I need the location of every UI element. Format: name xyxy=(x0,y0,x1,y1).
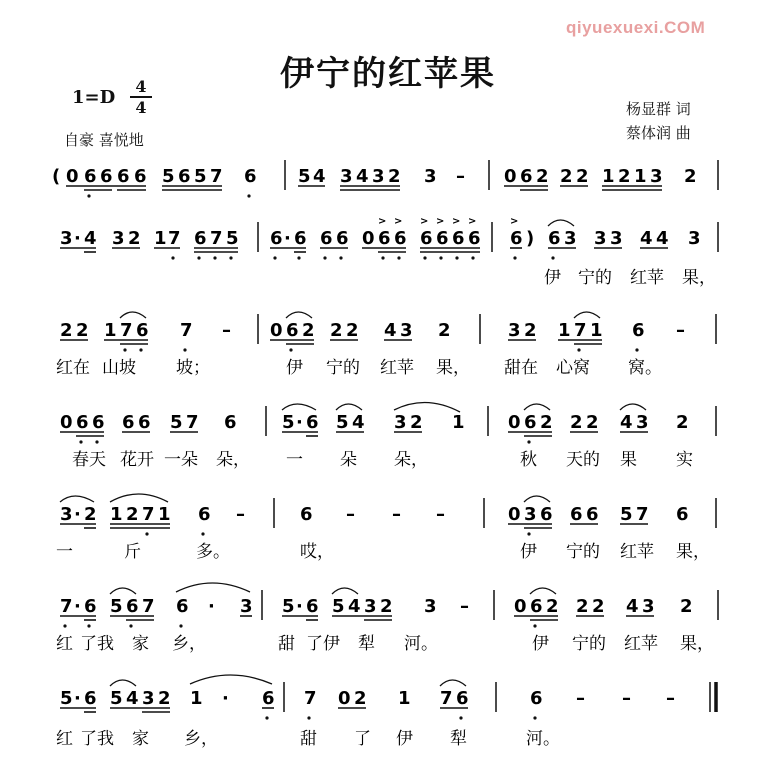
svg-text:–: – xyxy=(460,596,469,617)
svg-text:1: 1 xyxy=(154,228,167,249)
svg-text:6: 6 xyxy=(540,504,553,525)
svg-text:·: · xyxy=(74,504,81,525)
svg-text:7: 7 xyxy=(168,228,181,249)
svg-text:多。: 多。 xyxy=(196,542,230,562)
svg-text:6: 6 xyxy=(420,228,433,249)
svg-text:6: 6 xyxy=(270,228,283,249)
svg-text:6: 6 xyxy=(394,228,407,249)
svg-text:2: 2 xyxy=(676,412,689,433)
svg-text:3: 3 xyxy=(650,166,663,187)
svg-text:果，: 果， xyxy=(676,542,710,562)
svg-text:宁的: 宁的 xyxy=(326,358,360,378)
svg-text:1: 1 xyxy=(190,688,203,709)
svg-text:3: 3 xyxy=(394,412,407,433)
svg-text:1: 1 xyxy=(590,320,603,341)
svg-text:–: – xyxy=(676,320,685,341)
svg-text:犁: 犁 xyxy=(450,729,467,749)
svg-text:6: 6 xyxy=(178,166,191,187)
time-signature-bottom: 4 xyxy=(135,98,147,117)
tempo-marking: 自豪 喜悦地 xyxy=(64,131,144,149)
svg-text:5: 5 xyxy=(194,166,207,187)
svg-text:了伊: 了伊 xyxy=(306,634,340,654)
svg-text:6: 6 xyxy=(524,412,537,433)
svg-text:实: 实 xyxy=(676,450,693,470)
svg-text:2: 2 xyxy=(570,412,583,433)
svg-text:了: 了 xyxy=(354,729,371,749)
svg-text:1: 1 xyxy=(104,320,117,341)
svg-text:7: 7 xyxy=(180,320,193,341)
svg-text:宁的: 宁的 xyxy=(578,268,612,288)
svg-text:4: 4 xyxy=(640,228,653,249)
svg-text:2: 2 xyxy=(592,596,605,617)
svg-text:6: 6 xyxy=(306,596,319,617)
svg-text:4: 4 xyxy=(348,596,361,617)
svg-text:3: 3 xyxy=(364,596,377,617)
svg-text:6: 6 xyxy=(84,596,97,617)
svg-text:6: 6 xyxy=(138,412,151,433)
svg-text:6: 6 xyxy=(548,228,561,249)
svg-text:6: 6 xyxy=(320,228,333,249)
svg-text:红: 红 xyxy=(56,634,73,654)
svg-text:–: – xyxy=(456,166,465,187)
svg-text:3: 3 xyxy=(60,228,73,249)
svg-text:6: 6 xyxy=(176,596,189,617)
svg-text:红苹: 红苹 xyxy=(380,358,414,378)
svg-text:红: 红 xyxy=(56,729,73,749)
svg-text:2: 2 xyxy=(540,412,553,433)
svg-text:>: > xyxy=(468,216,477,227)
key-signature: 1=D xyxy=(72,87,116,108)
svg-text:犁: 犁 xyxy=(358,634,375,654)
svg-text:2: 2 xyxy=(524,320,537,341)
svg-text:1: 1 xyxy=(558,320,571,341)
svg-text:5: 5 xyxy=(298,166,311,187)
svg-text:3: 3 xyxy=(112,228,125,249)
svg-text:哎，: 哎， xyxy=(300,542,334,562)
svg-text:·: · xyxy=(222,688,229,709)
svg-text:2: 2 xyxy=(84,504,97,525)
svg-text:6: 6 xyxy=(570,504,583,525)
svg-text:2: 2 xyxy=(438,320,451,341)
svg-text:5: 5 xyxy=(336,412,349,433)
svg-text:): ) xyxy=(526,228,535,249)
time-signature-top: 4 xyxy=(135,77,147,96)
svg-text:7: 7 xyxy=(186,412,199,433)
svg-text:2: 2 xyxy=(576,596,589,617)
svg-text:6: 6 xyxy=(336,228,349,249)
svg-text:2: 2 xyxy=(560,166,573,187)
svg-text:河。: 河。 xyxy=(404,634,438,654)
svg-text:6: 6 xyxy=(244,166,257,187)
svg-text:3: 3 xyxy=(60,504,73,525)
svg-text:2: 2 xyxy=(546,596,559,617)
svg-text:–: – xyxy=(346,504,355,525)
svg-text:>: > xyxy=(378,216,387,227)
svg-text:·: · xyxy=(296,412,303,433)
svg-text:7: 7 xyxy=(210,228,223,249)
svg-text:0: 0 xyxy=(508,412,521,433)
svg-text:4: 4 xyxy=(126,688,139,709)
svg-text:2: 2 xyxy=(388,166,401,187)
svg-text:斤: 斤 xyxy=(124,542,141,562)
svg-text:2: 2 xyxy=(126,504,139,525)
svg-text:6: 6 xyxy=(198,504,211,525)
svg-text:2: 2 xyxy=(380,596,393,617)
svg-text:6: 6 xyxy=(300,504,313,525)
svg-text:4: 4 xyxy=(626,596,639,617)
svg-text:坡；: 坡； xyxy=(176,358,210,378)
svg-text:3: 3 xyxy=(508,320,521,341)
svg-text:伊: 伊 xyxy=(286,358,303,378)
svg-text:朵，: 朵， xyxy=(394,450,428,470)
svg-text:·: · xyxy=(284,228,291,249)
svg-text:1: 1 xyxy=(158,504,171,525)
site-watermark: qiyuexuexi.COM xyxy=(566,18,706,37)
svg-text:3: 3 xyxy=(636,412,649,433)
svg-text:4: 4 xyxy=(313,166,326,187)
svg-text:6: 6 xyxy=(676,504,689,525)
svg-text:>: > xyxy=(394,216,403,227)
svg-text:6: 6 xyxy=(306,412,319,433)
svg-text:6: 6 xyxy=(530,596,543,617)
svg-text:·: · xyxy=(74,596,81,617)
svg-text:0: 0 xyxy=(362,228,375,249)
svg-text:红苹: 红苹 xyxy=(620,542,654,562)
svg-text:–: – xyxy=(576,688,585,709)
svg-text:5: 5 xyxy=(332,596,345,617)
svg-text:2: 2 xyxy=(346,320,359,341)
svg-text:乡，: 乡， xyxy=(172,634,206,654)
svg-text:2: 2 xyxy=(76,320,89,341)
svg-text:果，: 果， xyxy=(682,268,716,288)
song-title: 伊宁的红苹果 xyxy=(280,54,496,94)
score-line-1 xyxy=(52,160,718,198)
svg-text:7: 7 xyxy=(142,504,155,525)
svg-text:2: 2 xyxy=(354,688,367,709)
svg-text:伊: 伊 xyxy=(520,542,537,562)
svg-text:7: 7 xyxy=(142,596,155,617)
svg-text:窝。: 窝。 xyxy=(628,358,662,378)
svg-text:4: 4 xyxy=(352,412,365,433)
svg-text:秋: 秋 xyxy=(520,450,537,470)
svg-text:7: 7 xyxy=(304,688,317,709)
svg-text:河。: 河。 xyxy=(526,729,560,749)
svg-text:6: 6 xyxy=(100,166,113,187)
svg-text:6: 6 xyxy=(468,228,481,249)
svg-text:–: – xyxy=(622,688,631,709)
svg-text:6: 6 xyxy=(436,228,449,249)
svg-text:6: 6 xyxy=(136,320,149,341)
svg-text:2: 2 xyxy=(330,320,343,341)
svg-text:0: 0 xyxy=(338,688,351,709)
svg-text:5: 5 xyxy=(60,688,73,709)
svg-text:3: 3 xyxy=(524,504,537,525)
svg-text:2: 2 xyxy=(586,412,599,433)
svg-text:朵，: 朵， xyxy=(216,450,250,470)
svg-text:果: 果 xyxy=(620,450,637,470)
svg-text:0: 0 xyxy=(508,504,521,525)
svg-text:0: 0 xyxy=(60,412,73,433)
svg-text:3: 3 xyxy=(240,596,253,617)
svg-text:6: 6 xyxy=(122,412,135,433)
svg-text:家: 家 xyxy=(132,729,149,749)
svg-text:伊: 伊 xyxy=(532,634,549,654)
svg-text:7: 7 xyxy=(574,320,587,341)
svg-text:1: 1 xyxy=(634,166,647,187)
svg-text:了我: 了我 xyxy=(80,729,114,749)
svg-text:3: 3 xyxy=(688,228,701,249)
svg-text:–: – xyxy=(236,504,245,525)
score-line-2 xyxy=(60,216,718,288)
svg-text:心窝: 心窝 xyxy=(556,358,590,378)
svg-text:2: 2 xyxy=(684,166,697,187)
svg-text:–: – xyxy=(222,320,231,341)
svg-text:4: 4 xyxy=(356,166,369,187)
svg-text:5: 5 xyxy=(620,504,633,525)
svg-text:2: 2 xyxy=(60,320,73,341)
score-line-5 xyxy=(56,494,716,562)
lyricist-credit: 杨显群 词 xyxy=(626,100,691,118)
svg-text:3: 3 xyxy=(142,688,155,709)
svg-text:6: 6 xyxy=(117,166,130,187)
svg-text:3: 3 xyxy=(642,596,655,617)
svg-text:0: 0 xyxy=(514,596,527,617)
svg-text:3: 3 xyxy=(424,166,437,187)
svg-text:一: 一 xyxy=(56,542,73,562)
svg-text:3: 3 xyxy=(424,596,437,617)
svg-text:4: 4 xyxy=(384,320,397,341)
svg-text:家: 家 xyxy=(132,634,149,654)
score-line-3 xyxy=(56,312,716,378)
svg-text:2: 2 xyxy=(302,320,315,341)
svg-text:·: · xyxy=(74,688,81,709)
svg-text:5: 5 xyxy=(170,412,183,433)
svg-text:6: 6 xyxy=(134,166,147,187)
svg-text:天的: 天的 xyxy=(566,450,600,470)
svg-text:4: 4 xyxy=(84,228,97,249)
svg-text:5: 5 xyxy=(110,688,123,709)
svg-text:1: 1 xyxy=(452,412,465,433)
svg-text:7: 7 xyxy=(636,504,649,525)
svg-text:6: 6 xyxy=(294,228,307,249)
svg-text:(: ( xyxy=(52,166,61,187)
svg-text:果，: 果， xyxy=(436,358,470,378)
svg-text:6: 6 xyxy=(194,228,207,249)
svg-text:0: 0 xyxy=(270,320,283,341)
svg-text:山坡: 山坡 xyxy=(102,358,136,378)
svg-text:甜: 甜 xyxy=(300,729,317,749)
svg-text:4: 4 xyxy=(656,228,669,249)
svg-text:3: 3 xyxy=(340,166,353,187)
svg-text:·: · xyxy=(74,228,81,249)
svg-text:一朵: 一朵 xyxy=(164,450,198,470)
svg-text:>: > xyxy=(420,216,429,227)
svg-text:伊: 伊 xyxy=(544,268,561,288)
svg-text:3: 3 xyxy=(594,228,607,249)
svg-text:6: 6 xyxy=(378,228,391,249)
svg-text:>: > xyxy=(436,216,445,227)
svg-text:6: 6 xyxy=(262,688,275,709)
svg-text:6: 6 xyxy=(92,412,105,433)
svg-text:1: 1 xyxy=(602,166,615,187)
svg-text:6: 6 xyxy=(530,688,543,709)
svg-text:1: 1 xyxy=(110,504,123,525)
score-line-6 xyxy=(56,583,718,654)
svg-text:6: 6 xyxy=(520,166,533,187)
svg-text:6: 6 xyxy=(224,412,237,433)
svg-text:春天: 春天 xyxy=(72,450,106,470)
svg-text:5: 5 xyxy=(282,412,295,433)
svg-text:6: 6 xyxy=(126,596,139,617)
svg-text:6: 6 xyxy=(286,320,299,341)
svg-text:7: 7 xyxy=(120,320,133,341)
score-line-4 xyxy=(60,402,716,470)
composer-credit: 蔡体润 曲 xyxy=(626,124,691,142)
svg-text:花开: 花开 xyxy=(120,450,154,470)
svg-text:6: 6 xyxy=(84,166,97,187)
score-line-7 xyxy=(56,675,716,749)
svg-text:6: 6 xyxy=(76,412,89,433)
svg-text:3: 3 xyxy=(400,320,413,341)
svg-text:6: 6 xyxy=(586,504,599,525)
svg-text:红在: 红在 xyxy=(56,358,90,378)
svg-text:4: 4 xyxy=(620,412,633,433)
svg-text:1: 1 xyxy=(398,688,411,709)
svg-text:一: 一 xyxy=(286,450,303,470)
svg-text:6: 6 xyxy=(510,228,523,249)
svg-text:朵: 朵 xyxy=(340,450,357,470)
svg-text:甜在: 甜在 xyxy=(504,358,538,378)
svg-text:>: > xyxy=(452,216,461,227)
svg-text:2: 2 xyxy=(410,412,423,433)
svg-text:了我: 了我 xyxy=(80,634,114,654)
svg-text:2: 2 xyxy=(536,166,549,187)
svg-text:7: 7 xyxy=(440,688,453,709)
svg-text:·: · xyxy=(296,596,303,617)
svg-text:5: 5 xyxy=(226,228,239,249)
svg-text:5: 5 xyxy=(282,596,295,617)
svg-text:宁的: 宁的 xyxy=(572,634,606,654)
svg-text:5: 5 xyxy=(162,166,175,187)
svg-text:甜: 甜 xyxy=(278,634,295,654)
svg-text:2: 2 xyxy=(618,166,631,187)
svg-text:6: 6 xyxy=(452,228,465,249)
svg-text:果，: 果， xyxy=(680,634,714,654)
svg-text:7: 7 xyxy=(60,596,73,617)
svg-text:红苹: 红苹 xyxy=(624,634,658,654)
svg-text:6: 6 xyxy=(632,320,645,341)
svg-text:伊: 伊 xyxy=(396,729,413,749)
svg-text:6: 6 xyxy=(84,688,97,709)
svg-text:2: 2 xyxy=(158,688,171,709)
svg-text:0: 0 xyxy=(66,166,79,187)
svg-text:>: > xyxy=(510,216,519,227)
svg-text:乡，: 乡， xyxy=(184,729,218,749)
svg-text:红苹: 红苹 xyxy=(630,268,664,288)
svg-text:6: 6 xyxy=(456,688,469,709)
svg-text:3: 3 xyxy=(564,228,577,249)
svg-text:7: 7 xyxy=(210,166,223,187)
svg-text:2: 2 xyxy=(128,228,141,249)
svg-text:–: – xyxy=(436,504,445,525)
svg-text:–: – xyxy=(666,688,675,709)
svg-text:0: 0 xyxy=(504,166,517,187)
svg-text:2: 2 xyxy=(576,166,589,187)
svg-text:5: 5 xyxy=(110,596,123,617)
svg-text:3: 3 xyxy=(372,166,385,187)
svg-text:–: – xyxy=(392,504,401,525)
svg-text:宁的: 宁的 xyxy=(566,542,600,562)
svg-text:·: · xyxy=(208,596,215,617)
svg-text:3: 3 xyxy=(610,228,623,249)
svg-text:2: 2 xyxy=(680,596,693,617)
